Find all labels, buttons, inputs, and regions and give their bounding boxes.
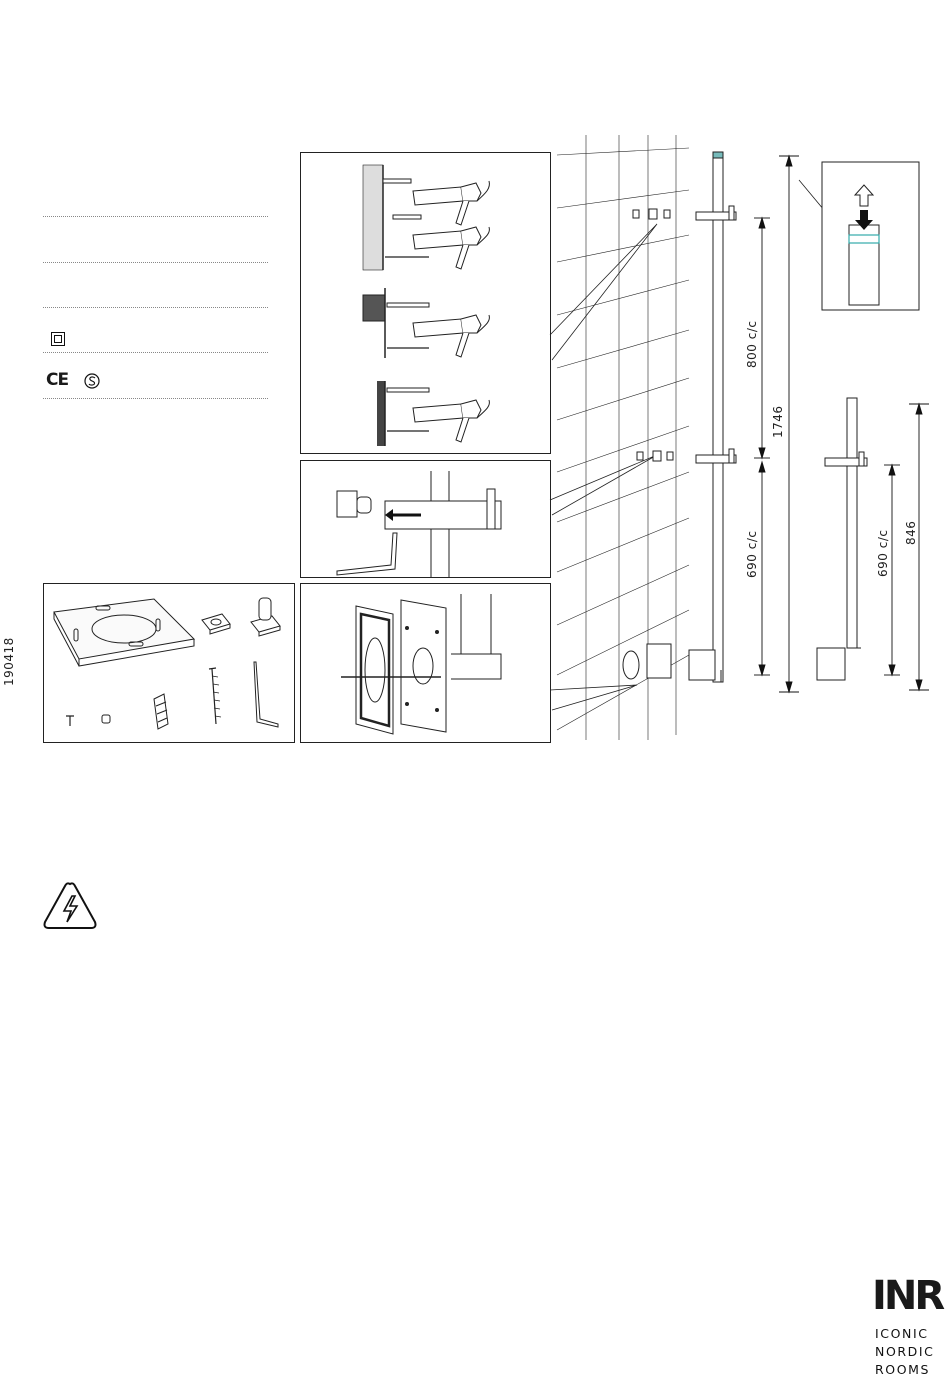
spec-divider-5 xyxy=(43,398,268,399)
brand-logo-mark: INR xyxy=(872,1273,943,1319)
document-code: 190418 xyxy=(2,637,16,686)
s-circle-icon xyxy=(84,373,100,389)
dimension-800: 800 c/c xyxy=(745,320,759,368)
parts-panel xyxy=(43,583,295,743)
spec-divider-1 xyxy=(43,216,268,217)
drilling-illustration xyxy=(301,153,550,453)
brand-line-iconic: ICONIC xyxy=(875,1326,929,1341)
parts-illustration xyxy=(44,584,294,742)
installation-diagram xyxy=(549,130,949,770)
spec-divider-4 xyxy=(43,352,268,353)
electric-warning-icon xyxy=(42,880,98,932)
dimension-846: 846 xyxy=(904,520,918,545)
brand-line-nordic: NORDIC xyxy=(875,1344,935,1359)
spec-divider-3 xyxy=(43,307,268,308)
drilling-panel xyxy=(300,152,551,454)
hexkey-illustration xyxy=(301,461,550,577)
brand-line-rooms: ROOMS xyxy=(875,1362,931,1377)
dimension-690-left: 690 c/c xyxy=(745,530,759,578)
dimension-1746: 1746 xyxy=(771,405,785,438)
ce-mark: CE xyxy=(46,370,69,390)
hexkey-panel xyxy=(300,460,551,578)
spec-divider-2 xyxy=(43,262,268,263)
wallplate-illustration xyxy=(301,584,550,742)
dimension-690-right: 690 c/c xyxy=(876,529,890,577)
wallplate-panel xyxy=(300,583,551,743)
class-ii-square-icon xyxy=(51,332,65,346)
